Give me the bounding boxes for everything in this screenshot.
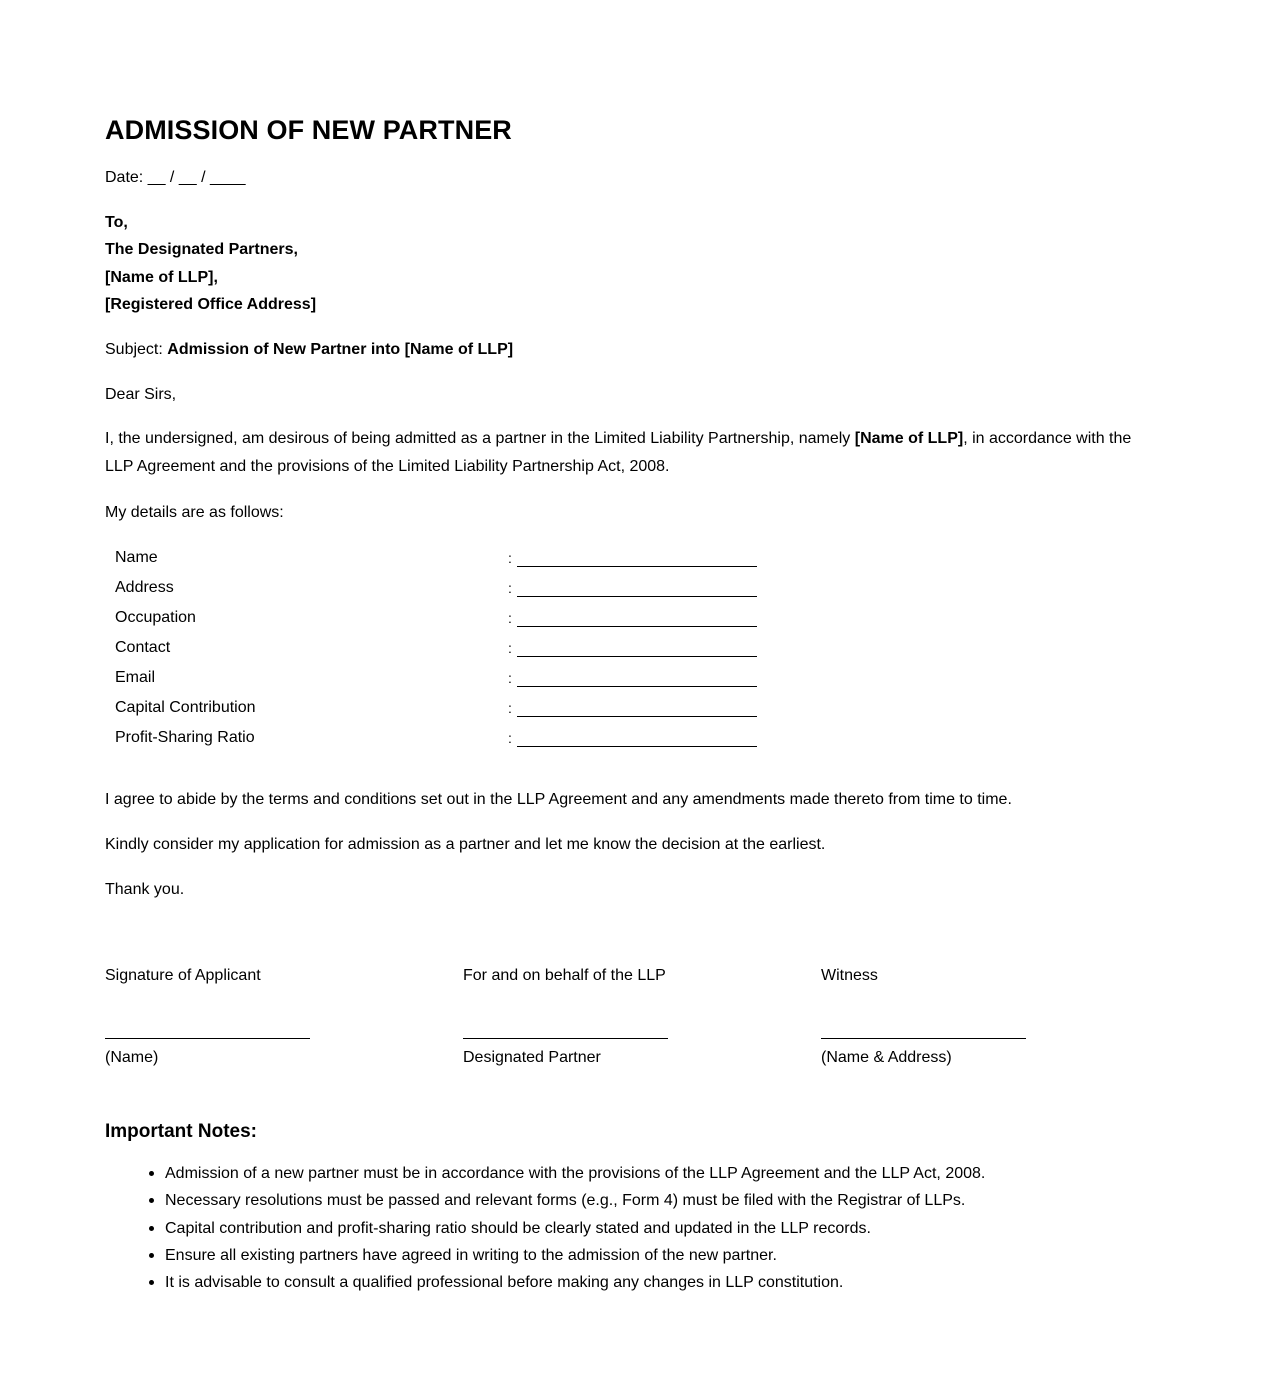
signature-subtitle: (Name) [105, 1049, 159, 1066]
email-blank-line[interactable] [517, 686, 757, 687]
addressee-line-3: [Registered Office Address] [105, 296, 317, 313]
list-item: It is advisable to consult a qualified professional before making any changes in LLP constitution. [165, 1269, 1165, 1296]
signature-subtitle: Designated Partner [463, 1049, 601, 1066]
details-label: Profit-Sharing Ratio [115, 729, 255, 746]
request-paragraph: Kindly consider my application for admission as a partner and let me know the decision at the earliest. [105, 836, 826, 853]
notes-list [105, 1160, 1165, 1296]
capital-contribution-blank-line[interactable] [517, 716, 757, 717]
signature-block-applicant [105, 966, 425, 1076]
subject-label: Subject: [105, 341, 168, 358]
name-blank-line[interactable] [517, 566, 757, 567]
details-row-occupation [115, 607, 765, 629]
details-colon: : [508, 550, 512, 566]
signature-title: Signature of Applicant [105, 967, 261, 984]
notes-heading: Important Notes: [105, 1121, 257, 1142]
details-colon: : [508, 700, 512, 716]
signature-subtitle: (Name & Address) [821, 1049, 952, 1066]
details-label: Address [115, 579, 174, 596]
details-row-address [115, 577, 765, 599]
date-line: Date: __ / __ / ____ [105, 169, 246, 186]
closing-line: Thank you. [105, 881, 185, 898]
details-colon: : [508, 730, 512, 746]
details-label: Capital Contribution [115, 699, 256, 716]
document-title: ADMISSION OF NEW PARTNER [105, 115, 512, 145]
contact-blank-line[interactable] [517, 656, 757, 657]
agreement-paragraph: I agree to abide by the terms and conditions set out in the LLP Agreement and any amendments made thereto from time to time. [105, 791, 1012, 808]
signature-block-witness [821, 966, 1141, 1076]
profit-sharing-ratio-blank-line[interactable] [517, 746, 757, 747]
details-row-name [115, 547, 765, 569]
list-item: Admission of a new partner must be in accordance with the provisions of the LLP Agreement and the LLP Act, 2008. [165, 1160, 1165, 1187]
details-row-capital-contribution [115, 697, 765, 719]
subject-text: Admission of New Partner into [Name of LLP] [167, 341, 514, 358]
details-colon: : [508, 640, 512, 656]
details-row-profit-sharing-ratio [115, 727, 765, 749]
subject-line [105, 340, 513, 360]
signature-line[interactable] [463, 1038, 668, 1039]
details-label: Name [115, 549, 158, 566]
intro-part-2: , in accordance with the LLP Agreement and the provisions of the Limited Liability Partnership Act, 2008. [105, 430, 1132, 475]
addressee-line-2: [Name of LLP], [105, 269, 218, 286]
details-intro: My details are as follows: [105, 504, 284, 521]
occupation-blank-line[interactable] [517, 626, 757, 627]
details-label: Contact [115, 639, 171, 656]
details-row-email [115, 667, 765, 689]
details-colon: : [508, 580, 512, 596]
signature-line[interactable] [821, 1038, 1026, 1039]
address-blank-line[interactable] [517, 596, 757, 597]
signature-title: Witness [821, 967, 878, 984]
addressee-line-1: The Designated Partners, [105, 241, 298, 258]
list-item: Necessary resolutions must be passed and relevant forms (e.g., Form 4) must be filed with the Registrar of LLPs. [165, 1187, 1165, 1214]
details-label: Occupation [115, 609, 196, 626]
addressee-to: To, [105, 214, 128, 231]
list-item: Ensure all existing partners have agreed in writing to the admission of the new partner. [165, 1242, 1165, 1269]
salutation: Dear Sirs, [105, 386, 177, 403]
details-colon: : [508, 670, 512, 686]
details-colon: : [508, 610, 512, 626]
signature-line[interactable] [105, 1038, 310, 1039]
intro-paragraph [105, 425, 1145, 481]
signature-block-llp [463, 966, 783, 1076]
signature-title: For and on behalf of the LLP [463, 967, 666, 984]
list-item: Capital contribution and profit-sharing ratio should be clearly stated and updated in the LLP records. [165, 1215, 1165, 1242]
intro-llp-name: [Name of LLP] [854, 430, 964, 447]
details-label: Email [115, 669, 156, 686]
intro-part-1: I, the undersigned, am desirous of being admitted as a partner in the Limited Liability Partnership, namely [105, 430, 855, 447]
details-row-contact [115, 637, 765, 659]
